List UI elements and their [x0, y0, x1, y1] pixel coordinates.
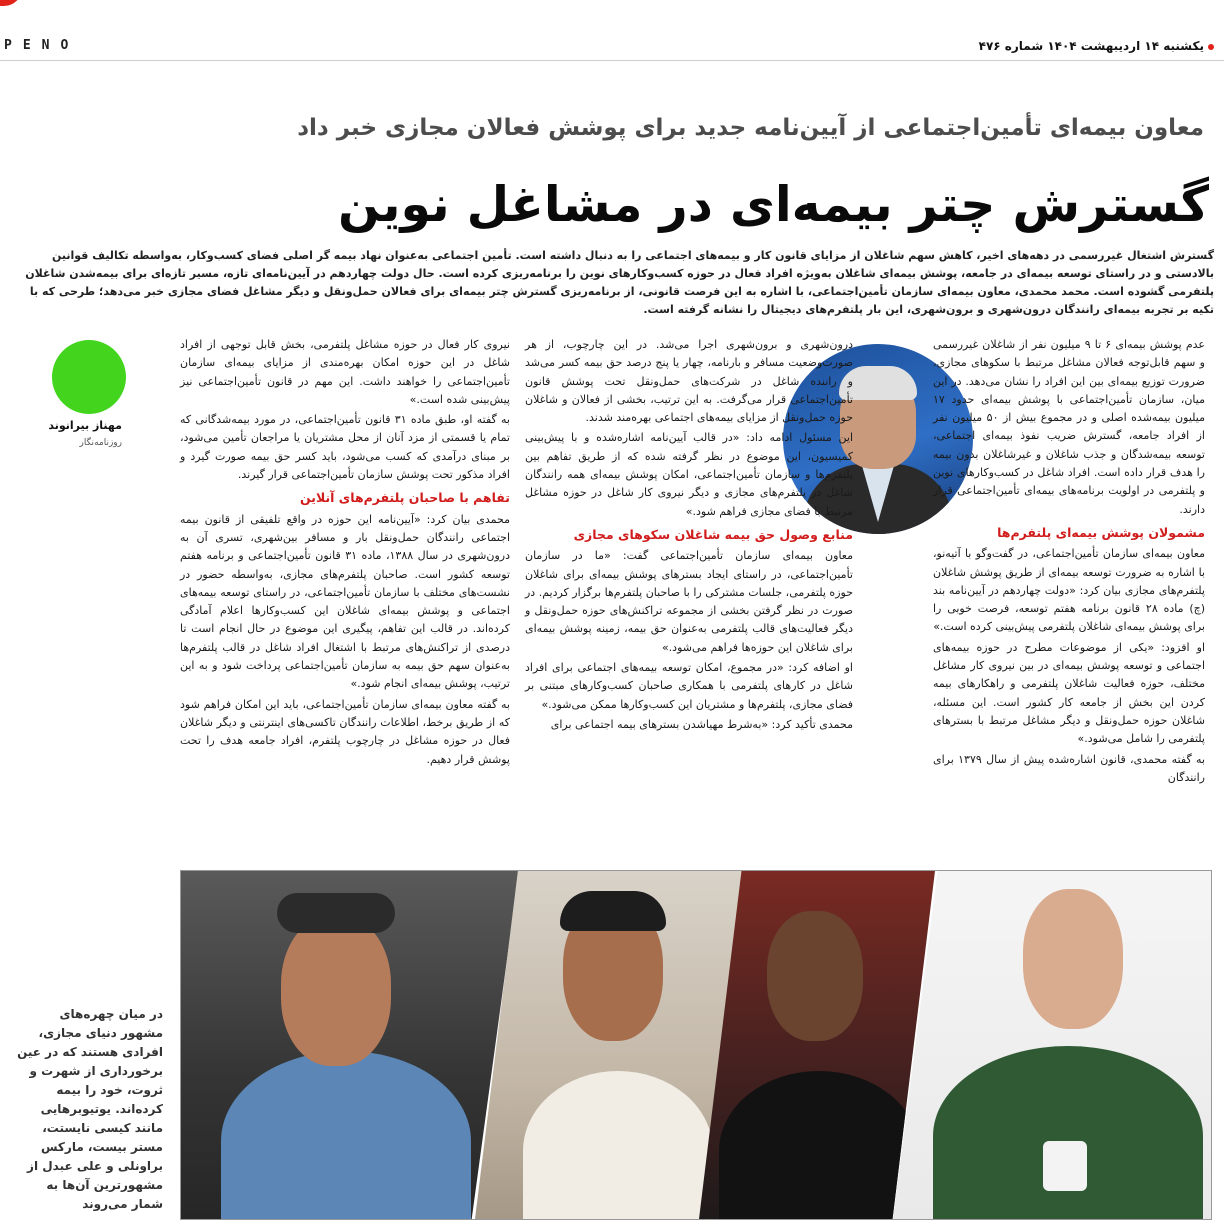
page-header: [0, 0, 1224, 70]
paragraph: به گفته معاون بیمه‌ای سازمان تأمین‌اجتماعی، باید این امکان فراهم شود که از طریق برخط، اطلاعات رانندگان تاکسی‌های اینترنتی و دیگر شاغلان فعال در حوزه مشاغل در چارچوب پلتفرم، افراد جامعه هدف را تحت پوشش قرار دهیم.: [180, 697, 510, 766]
paragraph: او افزود: «یکی از موضوعات مطرح در حوزه بیمه‌های اجتماعی و توسعه پوشش بیمه‌ای در بین نیروی کار مشاغل مختلف، حوزه فعالیت شاغلان پلتفرمی و راهکارهای بیمه کردن این بخش از جامعه کار کشور است. این مسئله، شاغلان حوزه حمل‌ونقل و دیگر مشاغل مرتبط با بسترهای پلتفرمی را شامل می‌شود.»: [933, 640, 1205, 746]
paragraph: معاون بیمه‌ای سازمان تأمین‌اجتماعی گفت: «ما در سازمان تأمین‌اجتماعی، در راستای ایجاد بسترهای پوشش بیمه‌ای برای شاغلان حوزه پلتفرمی، جلسات مشترکی را با صاحبان پلتفرم‌ها برگزار کردیم. در صورت در نظر گرفتن بخشی از مجموعه تراکنش‌های حوزه حمل‌ونقل و دیگر فعالیت‌های قالب پلتفرمی به‌عنوان حق بیمه، زمینه پوشش بیمه‌ای برای شاغلان این حوزه‌ها فراهم می‌شود.»: [525, 549, 853, 654]
photo-caption: در میان چهره‌های مشهور دنیای مجازی، افرادی هستند که در عین برخورداری از شهرت و ثروت، خود را بیمه کرده‌اند. یوتیوبرهایی مانند کیسی نایستت، مستر بیست، مارکس براونلی و علی عبدل از مشهورترین آن‌ها به شمار می‌روند: [17, 1007, 163, 1211]
shopify-bag-icon: [1043, 1141, 1087, 1191]
paragraph: نیروی کار فعال در حوزه مشاغل پلتفرمی، بخش قابل توجهی از افراد شاغل در این حوزه امکان بهره‌مندی از مزایای بیمه‌ای سازمان تأمین‌اجتماعی را خواهند داشت. این مهم در قانون تأمین‌اجتماعی نیز پیش‌بینی شده است.»: [180, 338, 510, 406]
brand-red-mark: [0, 0, 22, 6]
figure-hair-shape: [560, 891, 666, 931]
subheading: مشمولان پوشش بیمه‌ای پلتفرم‌ها: [997, 524, 1205, 540]
author-role: روزنامه‌نگار: [79, 438, 122, 448]
photo-smiling-man-glasses: [475, 871, 743, 1219]
article-lead: گسترش اشتغال غیررسمی در دهه‌های اخیر، کاهش سهم شاغلان از مزایای قانون کار و بیمه‌های اجتماعی را به دنبال داشته است. تأمین اجتماعی به‌عنوان نهاد بیمه گر اصلی فضای کسب‌وکار، به‌واسطه تکالیف قوانین بالادستی و در راستای توسعه بیمه‌ای در جامعه، پوشش بیمه‌ای شاغلان به‌ویژه افراد فعال در حوزه کسب‌وکارهای نوین را برنامه‌ریزی کرده است. حال دولت چهاردهم در آیین‌نامه‌ای تازه، مسیر تازه‌ای برای بیمه‌شدن شاغلان پلتفرمی گشوده است. محمد محمدی، معاون بیمه‌ای سازمان تأمین‌اجتماعی، با اشاره به این فرصت قانونی، از برنامه‌ریزی گسترش چتر بیمه‌ای برای فعالان حمل‌ونقل و دیگر مشاغل فضای مجازی خبر می‌دهد؛ طرحی که با تکیه بر تجربه بیمه‌ای رانندگان درون‌شهری و برون‌شهری، این بار پلتفرم‌های دیجیتال را نشانه گرفته است.: [25, 249, 1214, 316]
photo-man-green-hoodie: [893, 871, 1211, 1219]
bullet-dot-icon: [1208, 44, 1214, 50]
figure-sunglasses-shape: [277, 893, 395, 933]
paragraph: به گفته محمدی، قانون اشاره‌شده پیش از سال ۱۳۷۹ برای رانندگان: [933, 752, 1205, 784]
figure-head-shape: [1023, 889, 1123, 1029]
author-name: مهناز بیرانوند: [48, 419, 122, 432]
youtubers-photo-collage: [180, 870, 1212, 1220]
newspaper-logo: PENO: [4, 38, 80, 53]
paragraph: محمدی بیان کرد: «آیین‌نامه این حوزه در واقع تلفیقی از قانون بیمه اجتماعی رانندگان حمل‌ونقل بار و مسافر بین‌شهری، تسری آن به درون‌شهری در سال ۱۳۸۸، ماده ۳۱ قانون تأمین‌اجتماعی و برنامه هفتم توسعه کشور است. صاحبان پلتفرم‌های مجازی، به‌واسطه حضور در نشست‌های مختلف با سازمان تأمین‌اجتماعی، در راستای توسعه بیمه‌های اجتماعی و پوشش بیمه‌ای شاغلان این کسب‌وکارها اعلام آمادگی کرده‌اند. در قالب این تفاهم، پیگیری این موضوع در حال انجام است تا درصدی از تراکنش‌های مرتبط با اشتغال افراد شاغل در قالب پلتفرم‌ها به‌عنوان سهم حق بیمه به سازمان تأمین‌اجتماعی پرداخت شود و به این ترتیب، پوشش بیمه‌ای انجام شود.»: [180, 512, 511, 691]
author-avatar: [52, 340, 126, 414]
photo-speaker-with-mic: [181, 871, 519, 1219]
article-column-1: [933, 336, 1205, 789]
paragraph: درون‌شهری و برون‌شهری اجرا می‌شد. در این چارچوب، از هر صورت‌وضعیت مسافر و بارنامه، چهار یا پنج درصد حق بیمه کسر می‌شد و راننده شاغل در شرکت‌های حمل‌ونقل تحت پوشش قانون تأمین‌اجتماعی قرار می‌گرفت. به این ترتیب، بخشی از فعالان و شاغلان حوزه حمل‌ونقل از مزایای بیمه‌های اجتماعی بهره‌مند شدند.: [525, 338, 853, 425]
figure-denim-jacket-shape: [221, 1051, 471, 1219]
paragraph: این مسئول ادامه داد: «در قالب آیین‌نامه اشاره‌شده و با پیش‌بینی کمیسیون، این موضوع در نظر گرفته شده که از طریق تفاهم بین پلتفرم‌ها و سازمان تأمین‌اجتماعی، امکان پوشش بیمه‌ای همه رانندگان شاغل در پلتفرم‌های مجازی و دیگر نیروی کار شاغل در حوزه مشاغل مرتبط با فضای مجازی فراهم شود.»: [525, 431, 853, 518]
paragraph: محمدی تأکید کرد: «به‌شرط مهیاشدن بسترهای بیمه اجتماعی برای: [550, 717, 853, 731]
article-kicker: معاون بیمه‌ای تأمین‌اجتماعی از آیین‌نامه جدید برای پوشش فعالان مجازی خبر داد: [297, 115, 1204, 141]
issue-date-line: [979, 39, 1214, 53]
header-divider: [0, 60, 1224, 61]
figure-white-shirt-shape: [523, 1071, 713, 1219]
article-column-2: [525, 336, 853, 736]
figure-head-shape: [281, 916, 391, 1066]
article-column-3: [180, 336, 510, 771]
issue-date-text: یکشنبه ۱۴ اردیبهشت ۱۴۰۴ شماره ۴۷۶: [978, 39, 1204, 53]
paragraph: او اضافه کرد: «در مجموع، امکان توسعه بیمه‌های اجتماعی برای افراد شاغل در کارهای پلتفرمی با همکاری صاحبان کسب‌وکارهای مبتنی بر فضای مجازی، پلتفرم‌ها و مشتریان این کسب‌وکارها ممکن می‌شود.»: [525, 661, 853, 711]
figure-green-hoodie-shape: [933, 1046, 1203, 1219]
paragraph: به گفته او، طبق ماده ۳۱ قانون تأمین‌اجتماعی، در مورد بیمه‌شدگانی که تمام یا قسمتی از مزد آنان از محل مشتریان یا مراجعان تأمین می‌شود، بر مبنای درآمدی که کسب می‌شود، باید کسر حق بیمه صورت گیرد و افراد مذکور تحت پوشش سازمان تأمین‌اجتماعی قرار گیرند.: [180, 413, 510, 482]
figure-black-shirt-shape: [719, 1071, 919, 1219]
paragraph: عدم پوشش بیمه‌ای ۶ تا ۹ میلیون نفر از شاغلان غیررسمی و سهم قابل‌توجه فعالان مشاغل مرتبط با سکوهای مجازی، ضرورت توزیع بیمه‌ای بین این افراد را نشان می‌دهد. در این میان، سازمان تأمین‌اجتماعی با پوشش بیمه‌ای حدود ۱۷ میلیون بیمه‌شده اصلی و در مجموع بیش از ۵۰ میلیون نفر از افراد جامعه، گسترش ضریب نفوذ بیمه‌ای اجتماعی، توسعه بیمه‌شدگان و جذب شاغلان و غیرشاغلان بدون بیمه را هدف قرار داده است. افراد شاغل در کسب‌وکارهای نوین و پلتفرمی در اولویت برنامه‌های بیمه‌ای تأمین‌اجتماعی قرار دارند.: [933, 338, 1205, 516]
article-headline: گسترش چتر بیمه‌ای در مشاغل نوین: [338, 176, 1209, 233]
paragraph: معاون بیمه‌ای سازمان تأمین‌اجتماعی، در گفت‌وگو با آتیه‌نو، با اشاره به ضرورت توسعه بیمه‌ای از طریق پوشش شاغلان پلتفرم‌های مجازی بیان کرد: «دولت چهاردهم در آیین‌نامه بند (چ) ماده ۲۸ قانون برنامه هفتم توسعه، فرصت خوبی را برای پوشش بیمه‌ای شاغلان پلتفرمی پیش‌بینی کرده است.»: [933, 547, 1205, 634]
subheading: تفاهم با صاحبان پلتفرم‌های آنلاین: [300, 490, 510, 506]
figure-head-shape: [767, 911, 863, 1041]
subheading: منابع وصول حق بیمه شاغلان سکوهای مجازی: [573, 526, 853, 542]
